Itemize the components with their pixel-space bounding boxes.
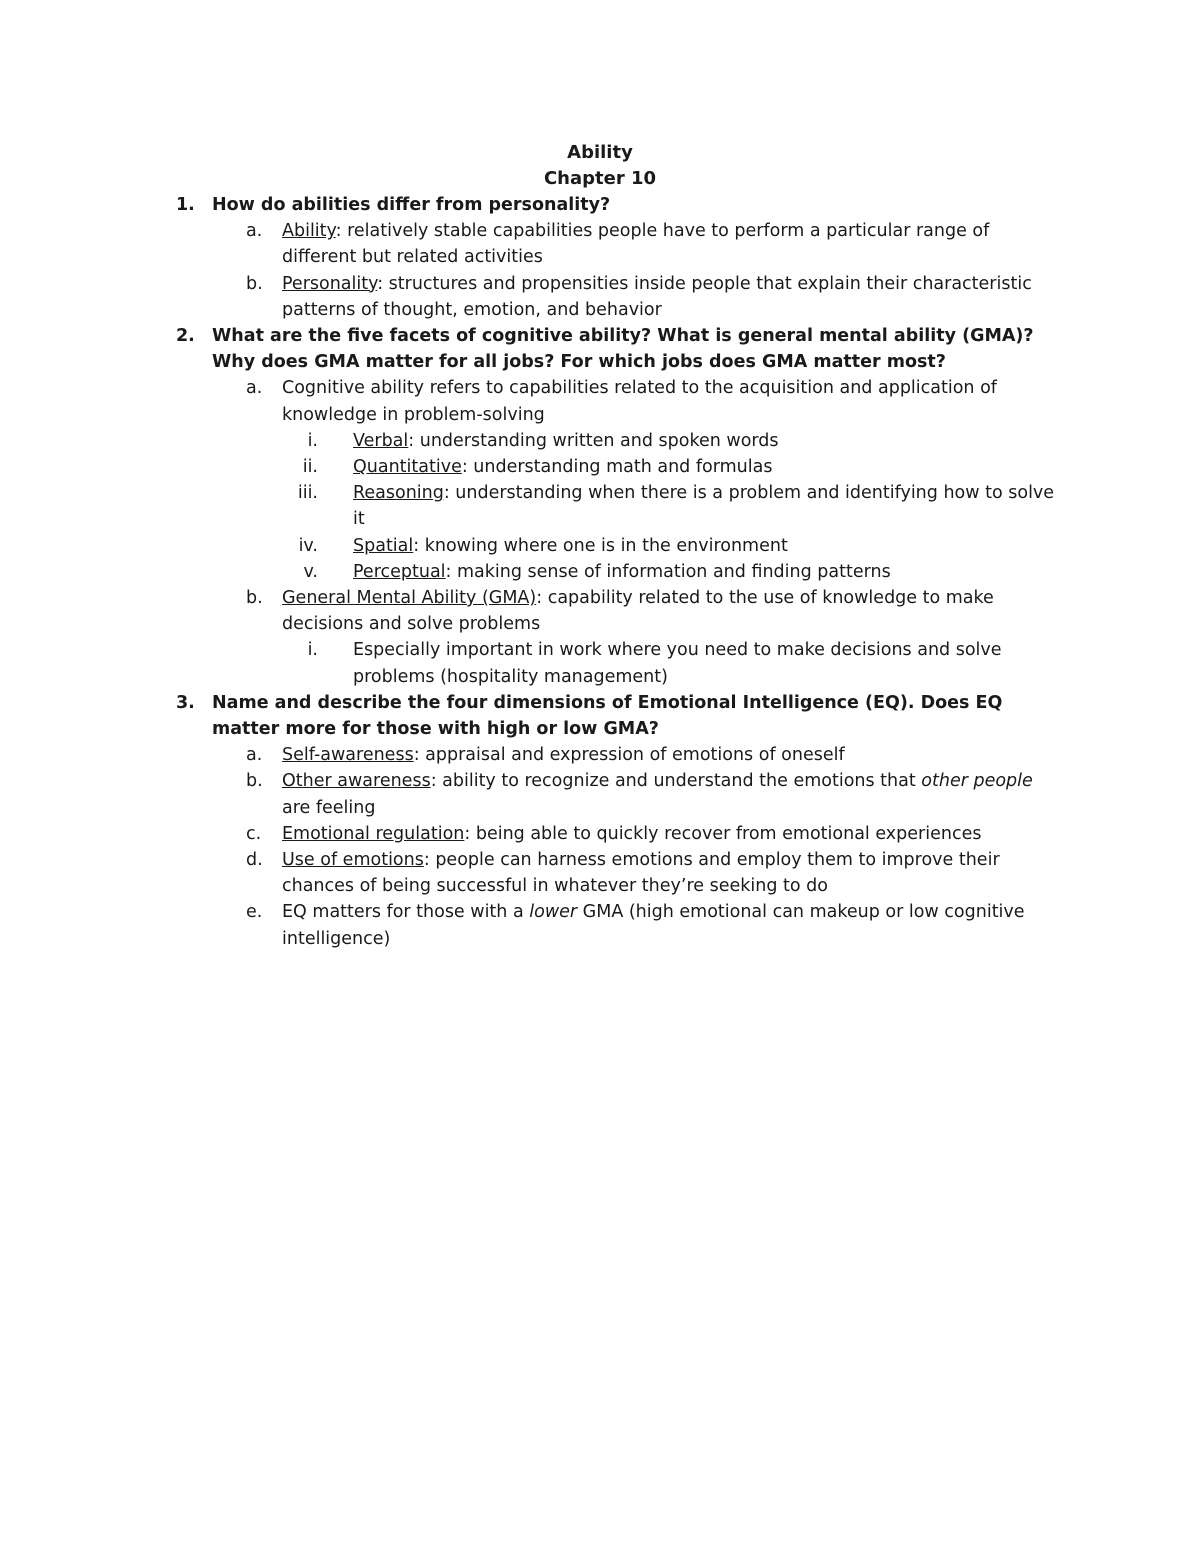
answer-3d-text: : people can harness emotions and employ them to improve their chances of being successful in whatever they’re seeking to do [282, 850, 1000, 897]
document-title: Ability [567, 142, 633, 163]
answer-3a-text: : appraisal and expression of emotions of oneself [413, 745, 845, 766]
term-spatial: Spatial [353, 535, 414, 556]
answer-2b-text: : capability related to the use of knowledge to make decisions and solve problems [282, 588, 994, 635]
facet-perceptual-marker: v. [303, 561, 318, 582]
answer-2a [0, 375, 1200, 427]
facet-reasoning-text: : understanding when there is a problem and identifying how to solve it [353, 483, 1055, 530]
question-2-text: What are the five facets of cognitive ability? What is general mental ability (GMA)? Why does GMA matter for all jobs? For which jobs does GMA matter most? [212, 326, 1034, 373]
answer-1a [0, 218, 1200, 270]
answer-3c-marker: c. [246, 823, 262, 844]
facet-quantitative-marker: ii. [302, 457, 318, 478]
answer-1b [0, 271, 1200, 323]
facet-spatial-marker: iv. [298, 535, 318, 556]
answer-1b-text: : structures and propensities inside people that explain their characteristic patterns of thought, emotion, and behavior [282, 273, 1032, 320]
answer-3d-marker: d. [246, 850, 263, 871]
answer-2b-i-marker: i. [307, 640, 318, 661]
answer-1a-text: : relatively stable capabilities people have to perform a particular range of different but related activities [282, 221, 990, 268]
outline [0, 192, 1200, 952]
term-ability: Ability [282, 221, 336, 242]
answer-3b-text: : ability to recognize and understand the emotions that [430, 771, 922, 792]
facet-quantitative [0, 454, 1200, 480]
term-emotional-regulation: Emotional regulation [282, 823, 465, 844]
facet-verbal-text: : understanding written and spoken words [408, 430, 779, 451]
answer-3c [0, 821, 1200, 847]
facet-spatial [0, 533, 1200, 559]
question-1 [0, 192, 1200, 218]
facet-spatial-text: : knowing where one is in the environment [413, 535, 788, 556]
chapter-heading: Chapter 10 [543, 168, 657, 189]
question-3 [0, 690, 1200, 742]
answer-3a-marker: a. [246, 745, 263, 766]
answer-1b-marker: b. [246, 273, 263, 294]
answer-2b [0, 585, 1200, 637]
term-perceptual: Perceptual [353, 561, 446, 582]
term-reasoning: Reasoning [353, 483, 444, 504]
facet-verbal-marker: i. [307, 430, 318, 451]
term-personality: Personality [282, 273, 378, 294]
facet-reasoning-marker: iii. [297, 483, 318, 504]
facet-reasoning [0, 480, 1200, 532]
facet-perceptual-text: : making sense of information and finding patterns [445, 561, 891, 582]
answer-1a-marker: a. [246, 221, 263, 242]
answer-3e-text-end: GMA (high emotional can makeup or low cognitive intelligence) [282, 902, 1025, 949]
question-1-text: How do abilities differ from personality? [212, 195, 611, 215]
term-gma: General Mental Ability (GMA) [282, 588, 537, 609]
answer-3b [0, 768, 1200, 820]
answer-3e-text: EQ matters for those with a [282, 902, 530, 923]
term-other-awareness: Other awareness [282, 771, 431, 792]
answer-3b-marker: b. [246, 771, 263, 792]
answer-3b-emphasis: other people [921, 771, 1033, 792]
answer-3e [0, 899, 1200, 951]
answer-2a-marker: a. [246, 378, 263, 399]
answer-3c-text: : being able to quickly recover from emotional experiences [464, 823, 982, 844]
answer-3d [0, 847, 1200, 899]
term-self-awareness: Self-awareness [282, 745, 414, 766]
answer-3b-text-end: are feeling [282, 797, 376, 818]
question-1-marker: 1. [176, 195, 195, 215]
facet-verbal [0, 428, 1200, 454]
question-3-text: Name and describe the four dimensions of Emotional Intelligence (EQ). Does EQ matter more for those with high or low GMA? [212, 692, 1003, 740]
answer-2a-text: Cognitive ability refers to capabilities related to the acquisition and application of knowledge in problem-solving [282, 378, 997, 425]
answer-3e-marker: e. [246, 902, 263, 923]
answer-2b-i-text: Especially important in work where you need to make decisions and solve problems (hospitality management) [353, 640, 1002, 687]
answer-3a [0, 742, 1200, 768]
term-quantitative: Quantitative [353, 457, 462, 478]
answer-3e-emphasis: lower [529, 902, 578, 923]
question-2-marker: 2. [176, 326, 195, 347]
facet-quantitative-text: : understanding math and formulas [461, 457, 773, 478]
question-3-marker: 3. [176, 692, 195, 713]
term-use-of-emotions: Use of emotions [282, 850, 424, 871]
answer-2b-marker: b. [246, 588, 263, 609]
term-verbal: Verbal [353, 430, 409, 451]
question-2 [0, 323, 1200, 375]
answer-2b-i [0, 637, 1200, 689]
facet-perceptual [0, 559, 1200, 585]
